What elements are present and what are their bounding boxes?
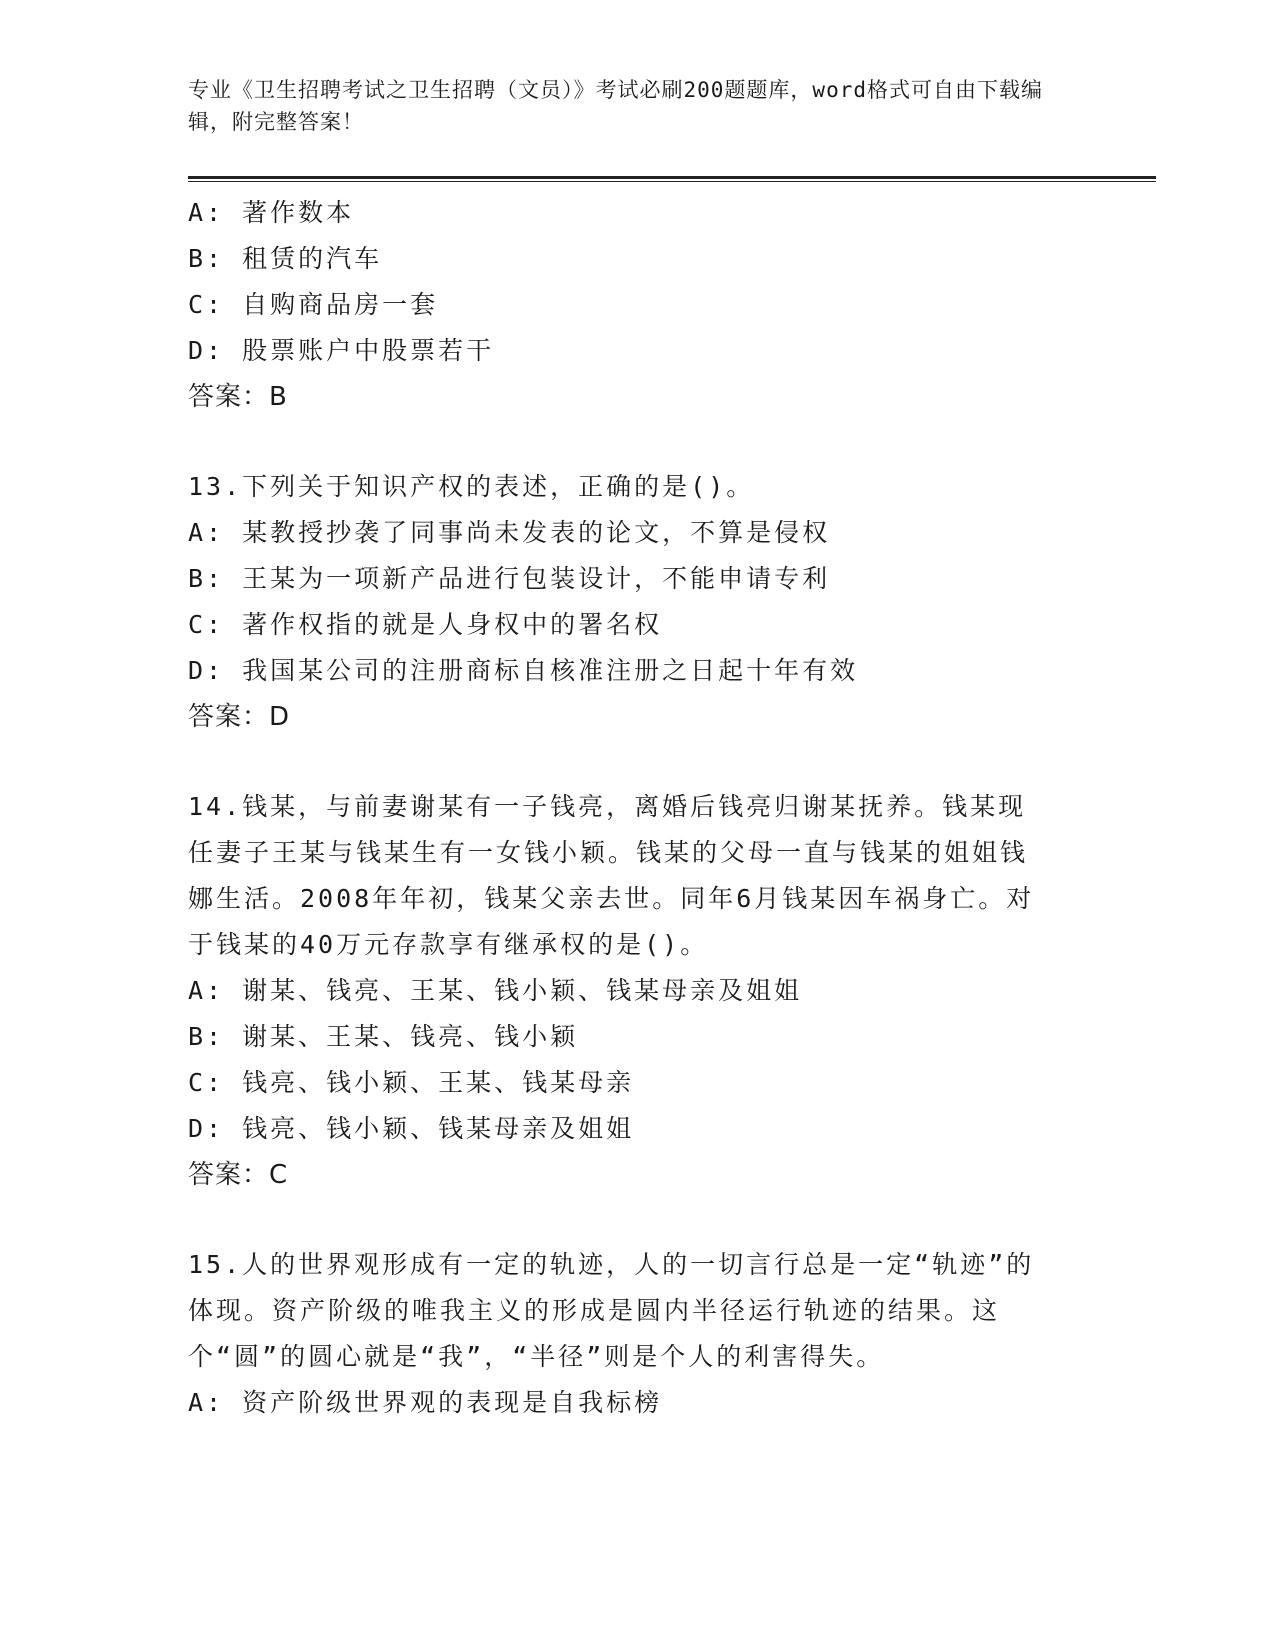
header-divider-thin [188,181,1156,182]
question-text: 13.下列关于知识产权的表述，正确的是()。 [188,472,755,501]
spacer [188,740,1088,784]
option-b: B: 谢某、王某、钱亮、钱小颖 [188,1022,579,1051]
question-text: 15.人的世界观形成有一定的轨迹，人的一切言行总是一定“轨迹”的体现。资产阶级的唯我主义的形成是圆内半径运行轨迹的结果。这个“圆”的圆心就是“我”，“半径”则是个人的利害得失。 [188,1250,1035,1371]
question-block-13 [188,464,1088,740]
spacer [188,1198,1088,1242]
option-c: C: 自购商品房一套 [188,290,439,319]
header-divider [188,176,1156,182]
option-b: B: 王某为一项新产品进行包装设计，不能申请专利 [188,564,831,593]
question-block-15 [188,1242,1088,1426]
option-b: B: 租赁的汽车 [188,244,383,273]
spacer [188,420,1088,464]
option-c: C: 钱亮、钱小颖、王某、钱某母亲 [188,1068,635,1097]
answer-label: 答案：C [188,1160,289,1190]
option-c: C: 著作权指的就是人身权中的署名权 [188,610,663,639]
header-divider-thick [188,176,1156,179]
question-text: 14.钱某，与前妻谢某有一子钱亮，离婚后钱亮归谢某抚养。钱某现任妻子王某与钱某生有一女钱小颖。钱某的父母一直与钱某的姐姐钱娜生活。2008年年初，钱某父亲去世。同年6月钱某因车祸身亡。对于钱某的40万元存款享有继承权的是()。 [188,792,1035,959]
question-list [188,190,1088,1426]
option-a: A: 著作数本 [188,198,355,227]
option-d: D: 我国某公司的注册商标自核准注册之日起十年有效 [188,656,859,685]
option-a: A: 某教授抄袭了同事尚未发表的论文，不算是侵权 [188,518,831,547]
answer-label: 答案：B [188,382,288,412]
question-block-14 [188,784,1088,1198]
answer-label: 答案：D [188,702,291,732]
option-d: D: 股票账户中股票若干 [188,336,495,365]
option-a: A: 谢某、钱亮、王某、钱小颖、钱某母亲及姐姐 [188,976,803,1005]
question-block-12 [188,190,1088,420]
option-a: A: 资产阶级世界观的表现是自我标榜 [188,1388,663,1417]
option-d: D: 钱亮、钱小颖、钱某母亲及姐姐 [188,1114,635,1143]
document-header: 专业《卫生招聘考试之卫生招聘（文员）》考试必刷200题题库，word格式可自由下载编辑，附完整答案！ [188,78,1043,134]
